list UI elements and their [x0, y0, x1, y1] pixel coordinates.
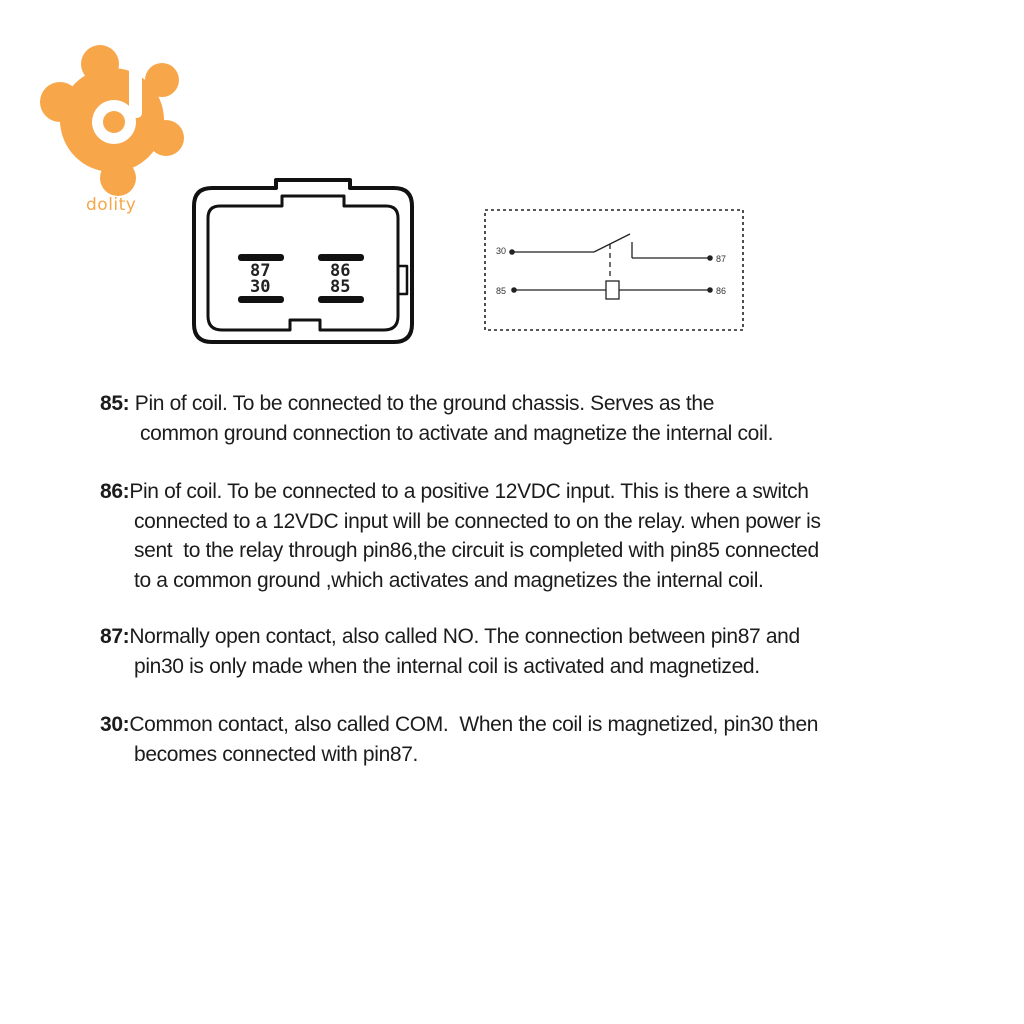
pin-85-description — [100, 389, 940, 448]
pin-slot-86 — [318, 254, 364, 261]
pin-30-line-2: becomes connected with pin87. — [134, 742, 419, 766]
pin-86-line-4: to a common ground ,which activates and magnetizes the internal coil. — [134, 568, 764, 592]
schematic-label-30: 30 — [496, 246, 507, 256]
pin-label-30: 30 — [250, 277, 271, 297]
pin-86-text-1: Pin of coil. To be connected to a positive 12VDC input. This is there a switch — [129, 480, 809, 503]
pin-30-line-1 — [100, 710, 940, 740]
terminal-87 — [707, 255, 713, 261]
pin-label-86: 86 — [330, 261, 351, 281]
pin-label-87: 87 — [250, 261, 271, 281]
switch-arm — [594, 234, 630, 252]
connector-outer-shell — [194, 180, 412, 342]
pin-85-line-2: common ground connection to activate and magnetize the internal coil. — [140, 421, 774, 445]
schematic-border — [485, 210, 743, 330]
pin-86-label: 86: — [100, 480, 130, 503]
pin-85-text-1: Pin of coil. To be connected to the ground chassis. Serves as the — [129, 392, 715, 415]
pin-86-line-2: connected to a 12VDC input will be connected to on the relay. when power is — [134, 509, 821, 533]
relay-connector-diagram — [190, 176, 416, 346]
pin-slot-85 — [318, 296, 364, 303]
schematic-label-86: 86 — [716, 286, 727, 296]
pin-slot-30 — [238, 296, 284, 303]
pin-30-description — [100, 710, 940, 769]
pin-30-text-1: Common contact, also called COM. When the coil is magnetized, pin30 then — [129, 713, 819, 736]
pin-slot-87 — [238, 254, 284, 261]
schematic-label-85: 85 — [496, 286, 507, 296]
pin-87-text-1: Normally open contact, also called NO. The connection between pin87 and — [129, 625, 800, 648]
pin-87-line-2: pin30 is only made when the internal coil is activated and magnetized. — [134, 654, 760, 678]
pin-86-description — [100, 477, 940, 595]
brand-name: dolity — [86, 195, 137, 215]
coil-symbol — [606, 281, 619, 299]
terminal-30 — [509, 249, 515, 255]
pin-85-label: 85: — [100, 392, 130, 415]
relay-schematic — [482, 206, 746, 334]
schematic-label-87: 87 — [716, 254, 727, 264]
pin-86-line-3: sent to the relay through pin86,the circuit is completed with pin85 connected — [134, 539, 819, 562]
pin-86-line-1 — [100, 477, 940, 507]
terminal-86 — [707, 287, 713, 293]
pin-87-description — [100, 622, 940, 681]
pin-87-label: 87: — [100, 625, 130, 648]
pin-30-label: 30: — [100, 713, 130, 736]
pin-85-line-1 — [100, 389, 940, 419]
terminal-85 — [511, 287, 517, 293]
pin-87-line-1 — [100, 622, 940, 652]
connector-inner-shell — [208, 196, 398, 330]
pin-label-85: 85 — [330, 277, 351, 297]
